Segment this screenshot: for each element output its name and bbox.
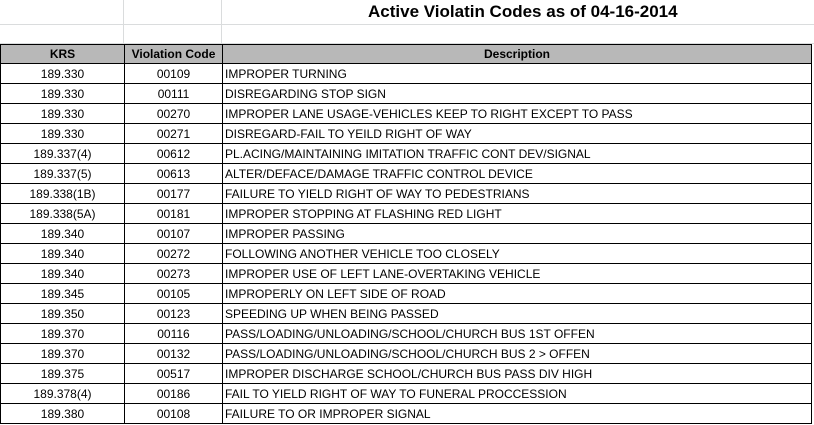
- table-row: [1, 144, 812, 164]
- krs-cell[interactable]: 189.330: [1, 64, 125, 84]
- description-cell[interactable]: PASS/LOADING/UNLOADING/SCHOOL/CHURCH BUS 2 > OFFEN: [223, 344, 812, 364]
- violation-code-cell[interactable]: 00132: [125, 344, 223, 364]
- description-cell[interactable]: IMPROPER TURNING: [223, 64, 812, 84]
- description-cell[interactable]: DISREGARDING STOP SIGN: [223, 84, 812, 104]
- table-row: [1, 244, 812, 264]
- description-column-header[interactable]: Description: [223, 45, 812, 64]
- table-row: [1, 324, 812, 344]
- table-row: [1, 344, 812, 364]
- violation-code-cell[interactable]: 00107: [125, 224, 223, 244]
- violation-code-cell[interactable]: 00108: [125, 404, 223, 424]
- krs-cell[interactable]: 189.330: [1, 104, 125, 124]
- description-cell[interactable]: DISREGARD-FAIL TO YEILD RIGHT OF WAY: [223, 124, 812, 144]
- description-cell[interactable]: IMPROPER PASSING: [223, 224, 812, 244]
- description-cell[interactable]: IMPROPER STOPPING AT FLASHING RED LIGHT: [223, 204, 812, 224]
- table-row: [1, 364, 812, 384]
- table-row: [1, 204, 812, 224]
- krs-cell[interactable]: 189.370: [1, 324, 125, 344]
- violation-code-column-header[interactable]: Violation Code: [125, 45, 223, 64]
- krs-cell[interactable]: 189.338(1B): [1, 184, 125, 204]
- violation-code-cell[interactable]: 00111: [125, 84, 223, 104]
- krs-cell[interactable]: 189.340: [1, 224, 125, 244]
- krs-cell[interactable]: 189.337(4): [1, 144, 125, 164]
- krs-cell[interactable]: 189.330: [1, 84, 125, 104]
- table-row: [1, 264, 812, 284]
- description-cell[interactable]: IMPROPER LANE USAGE-VEHICLES KEEP TO RIGHT EXCEPT TO PASS: [223, 104, 812, 124]
- sheet-title: Active Violatin Codes as of 04-16-2014: [368, 2, 678, 21]
- description-cell[interactable]: FAIL TO YIELD RIGHT OF WAY TO FUNERAL PROCCESSION: [223, 384, 812, 404]
- krs-cell[interactable]: 189.370: [1, 344, 125, 364]
- description-cell[interactable]: PL.ACING/MAINTAINING IMITATION TRAFFIC CONT DEV/SIGNAL: [223, 144, 812, 164]
- krs-cell[interactable]: 189.340: [1, 244, 125, 264]
- table-row: [1, 224, 812, 244]
- description-cell[interactable]: PASS/LOADING/UNLOADING/SCHOOL/CHURCH BUS 1ST OFFEN: [223, 324, 812, 344]
- krs-cell[interactable]: 189.375: [1, 364, 125, 384]
- description-cell[interactable]: ALTER/DEFACE/DAMAGE TRAFFIC CONTROL DEVICE: [223, 164, 812, 184]
- table-row: [1, 304, 812, 324]
- description-cell[interactable]: IMPROPER DISCHARGE SCHOOL/CHURCH BUS PASS DIV HIGH: [223, 364, 812, 384]
- description-cell[interactable]: FOLLOWING ANOTHER VEHICLE TOO CLOSELY: [223, 244, 812, 264]
- krs-cell[interactable]: 189.378(4): [1, 384, 125, 404]
- krs-cell[interactable]: 189.345: [1, 284, 125, 304]
- violation-code-cell[interactable]: 00116: [125, 324, 223, 344]
- table-row: [1, 124, 812, 144]
- violation-code-cell[interactable]: 00177: [125, 184, 223, 204]
- table-row: [1, 164, 812, 184]
- description-cell[interactable]: FAILURE TO OR IMPROPER SIGNAL: [223, 404, 812, 424]
- table-body: [1, 64, 812, 424]
- krs-cell[interactable]: 189.338(5A): [1, 204, 125, 224]
- table-row: [1, 404, 812, 424]
- krs-cell[interactable]: 189.380: [1, 404, 125, 424]
- table-row: [1, 184, 812, 204]
- violation-code-cell[interactable]: 00273: [125, 264, 223, 284]
- krs-column-header[interactable]: KRS: [1, 45, 125, 64]
- table-row: [1, 104, 812, 124]
- violation-codes-table: [0, 44, 812, 424]
- violation-code-cell[interactable]: 00105: [125, 284, 223, 304]
- krs-cell[interactable]: 189.340: [1, 264, 125, 284]
- table-row: [1, 64, 812, 84]
- description-cell[interactable]: IMPROPERLY ON LEFT SIDE OF ROAD: [223, 284, 812, 304]
- krs-cell[interactable]: 189.330: [1, 124, 125, 144]
- violation-code-cell[interactable]: 00109: [125, 64, 223, 84]
- table-row: [1, 284, 812, 304]
- violation-code-cell[interactable]: 00517: [125, 364, 223, 384]
- description-cell[interactable]: IMPROPER USE OF LEFT LANE-OVERTAKING VEHICLE: [223, 264, 812, 284]
- violation-code-cell[interactable]: 00123: [125, 304, 223, 324]
- column-gridline: [221, 0, 222, 44]
- violation-code-cell[interactable]: 00271: [125, 124, 223, 144]
- header-row: [1, 45, 812, 64]
- violation-code-cell[interactable]: 00186: [125, 384, 223, 404]
- violation-code-cell[interactable]: 00270: [125, 104, 223, 124]
- krs-cell[interactable]: 189.350: [1, 304, 125, 324]
- column-gridline: [123, 0, 124, 44]
- violation-code-cell[interactable]: 00612: [125, 144, 223, 164]
- description-cell[interactable]: SPEEDING UP WHEN BEING PASSED: [223, 304, 812, 324]
- violation-code-cell[interactable]: 00181: [125, 204, 223, 224]
- table-row: [1, 84, 812, 104]
- description-cell[interactable]: FAILURE TO YIELD RIGHT OF WAY TO PEDESTRIANS: [223, 184, 812, 204]
- table-row: [1, 384, 812, 404]
- violation-code-cell[interactable]: 00272: [125, 244, 223, 264]
- krs-cell[interactable]: 189.337(5): [1, 164, 125, 184]
- violation-code-cell[interactable]: 00613: [125, 164, 223, 184]
